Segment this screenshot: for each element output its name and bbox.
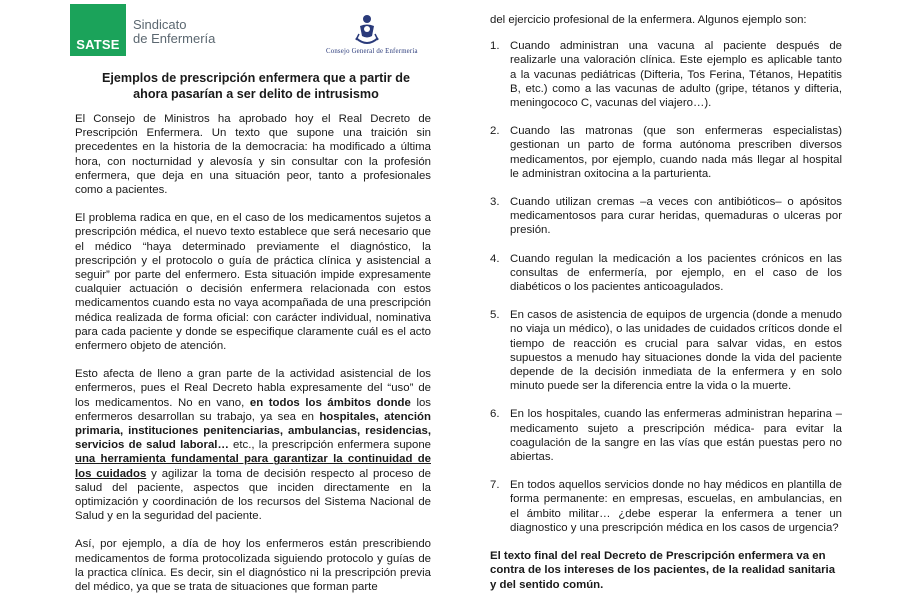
cge-name: Consejo General de Enfermería [326, 48, 418, 55]
item-text: Cuando administran una vacuna al paciente después de realizarle una valoración clínica. Este ejemplo es aplicable tanto a la vacunas pediátricas (Difteria, Tos Ferina, Tétanos, Hepatitis B, etc.) como a las vacunas de adulto (gripe, tétanos y difteria, meningococo C, vacunas del viajero…). [510, 40, 842, 110]
paragraph-3 [75, 367, 431, 523]
satse-name-line2: de Enfermería [133, 31, 216, 46]
item-text: Cuando las matronas (que son enfermeras especialistas) gestionan un parto de forma autónoma prescriben diversos medicamentos, por ejemplo, cuando nada más llegar al hospital le administran oxitocina a la parturienta. [510, 125, 842, 180]
p3-text-e: etc., la prescripción enfermera supone [228, 439, 432, 452]
title-line2: ahora pasarían a ser delito de intrusismo [133, 87, 379, 101]
p3-bold-settings: hospitales, atención primaria, instituciones penitenciarias, ambulancias, residencias, servicios de salud laboral… [75, 410, 431, 452]
examples-list [490, 39, 842, 535]
item-text: En casos de asistencia de equipos de urgencia (donde a menudo no viaja un médico), o las unidades de cuidados críticos donde el tiempo de reacción es crucial para salvar vidas, en estos supuestos a menudo hay situaciones donde la vida del paciente depende de la decisión inmediata de la enfermera y en solo minuto puede ser la diferencia entre la vida o la muerte. [510, 309, 842, 393]
item-text: Cuando regulan la medicación a los pacientes crónicos en las consultas de enfermería, por ejemplo, en el caso de los diabéticos o los pacientes anticoagulados. [510, 252, 842, 294]
item-text: Cuando utilizan cremas –a veces con antibióticos– o apósitos medicamentosos para curar heridas, quemaduras o ulceras por presión. [510, 196, 842, 237]
list-item [490, 39, 842, 110]
p3-text-g: y agilizar la toma de decisión respecto al proceso de salud del paciente, aspectos que inciden directamente en la optimización y coordinación de los recursos del Sistema Nacional de Salud y en la seguridad del paciente. [75, 467, 431, 523]
item-number: 3. [490, 196, 500, 209]
left-column [75, 112, 431, 608]
list-item [490, 407, 842, 464]
examples-intro: del ejercicio profesional de la enfermera. Algunos ejemplo son: [490, 14, 807, 26]
paragraph-2: El problema radica en que, en el caso de los medicamentos sujetos a prescripción médica, el nuevo texto establece que será necesario que el médico “haya determinado previamente el diagnóstico, la prescripción y el protocolo o guía de práctica clínica y asistencial a seguir” por parte del enfermero. Esta situación impide expresamente cualquier actuación o decisión enfermera relacionada con estos medicamentos cuando esta no vaya acompañada de una prescripción médica realizada de forma oficial: con carácter individual, nominativa para cada paciente y donde se especifique claramente cuál es el acto enfermero objeto de atención. [75, 212, 431, 353]
satse-logo [70, 4, 126, 56]
title-line1: Ejemplos de prescripción enfermera que a partir de [102, 71, 410, 85]
list-item [490, 195, 842, 238]
satse-name-line1: Sindicato [133, 17, 187, 32]
item-number: 2. [490, 125, 500, 138]
p3-underlined-key-point: una herramienta fundamental para garantizar la continuidad de los cuidados [75, 453, 431, 480]
list-item [490, 124, 842, 181]
item-number: 1. [490, 40, 500, 53]
closing-statement: El texto final del real Decreto de Prescripción enfermera va en contra de los intereses de los pacientes, de la realidad sanitaria y del sentido común. [490, 550, 836, 591]
item-number: 4. [490, 252, 500, 265]
paragraph-4: Así, por ejemplo, a día de hoy los enfermeros están prescribiendo medicamentos de forma protocolizada siguiendo protocolo y guías de la practica clínica. Es decir, sin el diagnóstico ni la prescripción previa del médico, ya que se trata de situaciones que forman parte [75, 538, 431, 594]
item-number: 5. [490, 309, 500, 322]
item-number: 6. [490, 408, 500, 421]
list-item [490, 252, 842, 295]
list-item [490, 308, 842, 393]
right-column [490, 0, 842, 592]
paragraph-1: El Consejo de Ministros ha aprobado hoy el Real Decreto de Prescripción Enfermera. Un texto que supone una traición sin precedentes en la historia de la democracia: ha modificado a última hora, con nocturnidad y alevosía y sin consultar con la profesión enfermera, que deja en una situación peor, tanto a profesionales como a pacientes. [75, 113, 431, 197]
satse-union-name [133, 18, 215, 46]
p3-text-a: Esto afecta de lleno a gran parte de la actividad asistencial de los enfermeros, pues el Real Decreto habla expresamente del “uso” de los medicamentos. No en vano, [75, 368, 431, 409]
document-title [70, 70, 442, 102]
item-text: En todos aquellos servicios donde no hay médicos en plantilla de forma permanente: en empresas, escuelas, en ambulancias, en el ámbito militar… ¿debe esperar la enfermera a tener un diagnostico y una prescripción médica en los casos de urgencia? [510, 479, 842, 534]
list-item [490, 478, 842, 535]
satse-wordmark: SATSE [76, 37, 120, 52]
p3-bold-scope: en todos los ámbitos donde [249, 396, 411, 409]
p3-text-c: los enfermeros desarrollan su trabajo, ya sea en [75, 396, 431, 423]
cge-emblem-icon [352, 14, 382, 48]
item-text: En los hospitales, cuando las enfermeras administran heparina – medicamento sujeto a prescripción médica- para evitar la coagulación de la sangre en las vías que están puestas pero no abiertas. [510, 408, 842, 464]
item-number: 7. [490, 479, 500, 492]
